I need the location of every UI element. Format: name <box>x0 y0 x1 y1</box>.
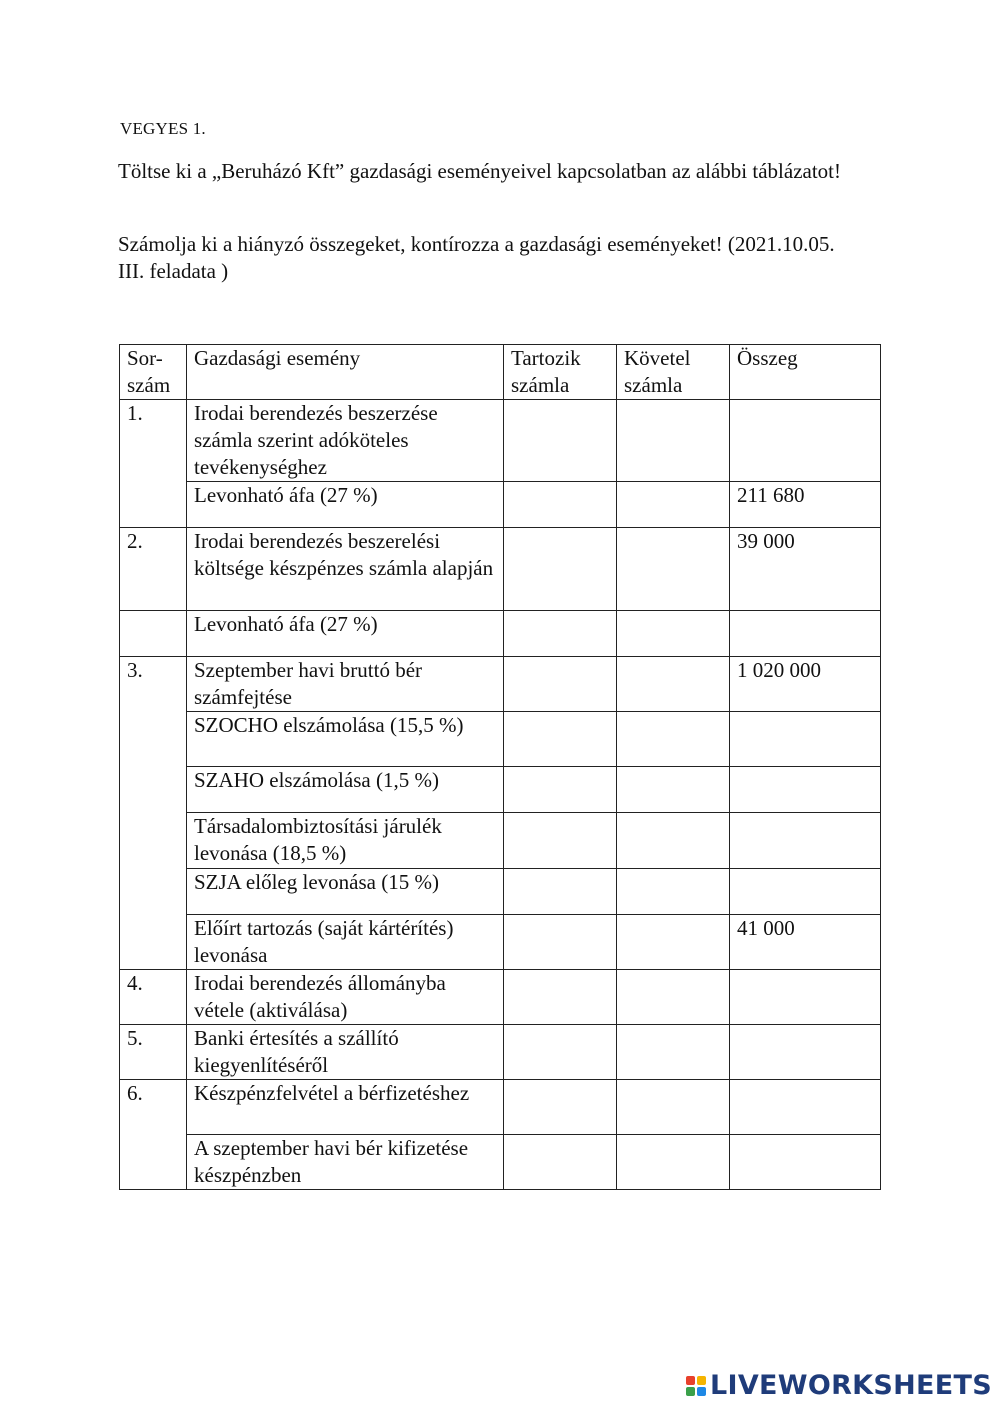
event-description: Irodai berendezés beszerzése számla szerint adóköteles tevékenységhez <box>187 400 504 482</box>
logo-square-green <box>686 1387 695 1396</box>
amount-cell[interactable] <box>730 767 881 813</box>
table-row <box>120 528 881 611</box>
event-description: A szeptember havi bér kifizetése készpénzben <box>187 1135 504 1190</box>
credit-account-cell[interactable] <box>617 970 730 1025</box>
logo-square-blue <box>697 1387 706 1396</box>
event-description: Irodai berendezés állományba vétele (aktiválása) <box>187 970 504 1025</box>
header-debit-account: Tartozik számla <box>504 345 617 400</box>
row-number <box>120 611 187 657</box>
table-row <box>120 712 881 767</box>
credit-account-cell[interactable] <box>617 400 730 482</box>
table-row <box>120 611 881 657</box>
row-number: 6. <box>120 1080 187 1190</box>
instruction-fill-table: Töltse ki a „Beruházó Kft” gazdasági eseményeivel kapcsolatban az alábbi táblázatot! <box>118 159 842 183</box>
table-row <box>120 400 881 482</box>
table-row <box>120 813 881 869</box>
debit-account-cell[interactable] <box>504 712 617 767</box>
debit-account-cell[interactable] <box>504 869 617 915</box>
table-header-row <box>120 345 881 400</box>
table-row <box>120 1135 881 1190</box>
row-number: 3. <box>120 657 187 970</box>
credit-account-cell[interactable] <box>617 1135 730 1190</box>
event-description: Irodai berendezés beszerelési költsége készpénzes számla alapján <box>187 528 504 611</box>
debit-account-cell[interactable] <box>504 970 617 1025</box>
amount-cell[interactable] <box>730 813 881 869</box>
event-description: Szeptember havi bruttó bér számfejtése <box>187 657 504 712</box>
logo-squares-icon <box>686 1376 706 1396</box>
table-row <box>120 1025 881 1080</box>
debit-account-cell[interactable] <box>504 528 617 611</box>
debit-account-cell[interactable] <box>504 915 617 970</box>
ledger-table <box>119 344 881 1190</box>
table-row <box>120 869 881 915</box>
debit-account-cell[interactable] <box>504 657 617 712</box>
logo-text: LIVEWORKSHEETS <box>709 1370 992 1401</box>
debit-account-cell[interactable] <box>504 813 617 869</box>
instruction-calculate: Számolja ki a hiányzó összegeket, kontírozza a gazdasági eseményeket! (2021.10.05. III. feladata ) <box>118 232 835 283</box>
amount-cell[interactable] <box>730 712 881 767</box>
debit-account-cell[interactable] <box>504 1135 617 1190</box>
event-description: Készpénzfelvétel a bérfizetéshez <box>187 1080 504 1135</box>
debit-account-cell[interactable] <box>504 1080 617 1135</box>
debit-account-cell[interactable] <box>504 1025 617 1080</box>
liveworksheets-logo <box>686 1370 992 1401</box>
table-row <box>120 970 881 1025</box>
credit-account-cell[interactable] <box>617 611 730 657</box>
event-description: Banki értesítés a szállító kiegyenlítéséről <box>187 1025 504 1080</box>
row-number: 4. <box>120 970 187 1025</box>
amount-cell: 41 000 <box>730 915 881 970</box>
event-description: Levonható áfa (27 %) <box>187 482 504 528</box>
amount-cell: 1 020 000 <box>730 657 881 712</box>
table-row <box>120 482 881 528</box>
debit-account-cell[interactable] <box>504 400 617 482</box>
event-description: Előírt tartozás (saját kártérítés) levonása <box>187 915 504 970</box>
credit-account-cell[interactable] <box>617 528 730 611</box>
header-credit-account: Követel számla <box>617 345 730 400</box>
table-row <box>120 1080 881 1135</box>
header-event: Gazdasági esemény <box>187 345 504 400</box>
amount-cell[interactable] <box>730 1080 881 1135</box>
logo-square-red <box>686 1376 695 1385</box>
debit-account-cell[interactable] <box>504 482 617 528</box>
row-number: 2. <box>120 528 187 611</box>
amount-cell[interactable] <box>730 970 881 1025</box>
credit-account-cell[interactable] <box>617 712 730 767</box>
header-amount: Összeg <box>730 345 881 400</box>
amount-cell[interactable] <box>730 869 881 915</box>
amount-cell: 39 000 <box>730 528 881 611</box>
credit-account-cell[interactable] <box>617 813 730 869</box>
event-description: Társadalombiztosítási járulék levonása (18,5 %) <box>187 813 504 869</box>
amount-cell: 211 680 <box>730 482 881 528</box>
credit-account-cell[interactable] <box>617 767 730 813</box>
table-row <box>120 915 881 970</box>
credit-account-cell[interactable] <box>617 657 730 712</box>
event-description: SZJA előleg levonása (15 %) <box>187 869 504 915</box>
row-number: 1. <box>120 400 187 528</box>
table-row <box>120 657 881 712</box>
event-description: SZAHO elszámolása (1,5 %) <box>187 767 504 813</box>
header-sorszam: Sor- szám <box>120 345 187 400</box>
debit-account-cell[interactable] <box>504 611 617 657</box>
amount-cell[interactable] <box>730 611 881 657</box>
amount-cell[interactable] <box>730 400 881 482</box>
amount-cell[interactable] <box>730 1135 881 1190</box>
credit-account-cell[interactable] <box>617 915 730 970</box>
credit-account-cell[interactable] <box>617 869 730 915</box>
logo-square-yellow <box>697 1376 706 1385</box>
credit-account-cell[interactable] <box>617 482 730 528</box>
worksheet-heading: VEGYES 1. <box>120 119 206 138</box>
row-number: 5. <box>120 1025 187 1080</box>
event-description: SZOCHO elszámolása (15,5 %) <box>187 712 504 767</box>
debit-account-cell[interactable] <box>504 767 617 813</box>
credit-account-cell[interactable] <box>617 1025 730 1080</box>
credit-account-cell[interactable] <box>617 1080 730 1135</box>
amount-cell[interactable] <box>730 1025 881 1080</box>
table-row <box>120 767 881 813</box>
event-description: Levonható áfa (27 %) <box>187 611 504 657</box>
